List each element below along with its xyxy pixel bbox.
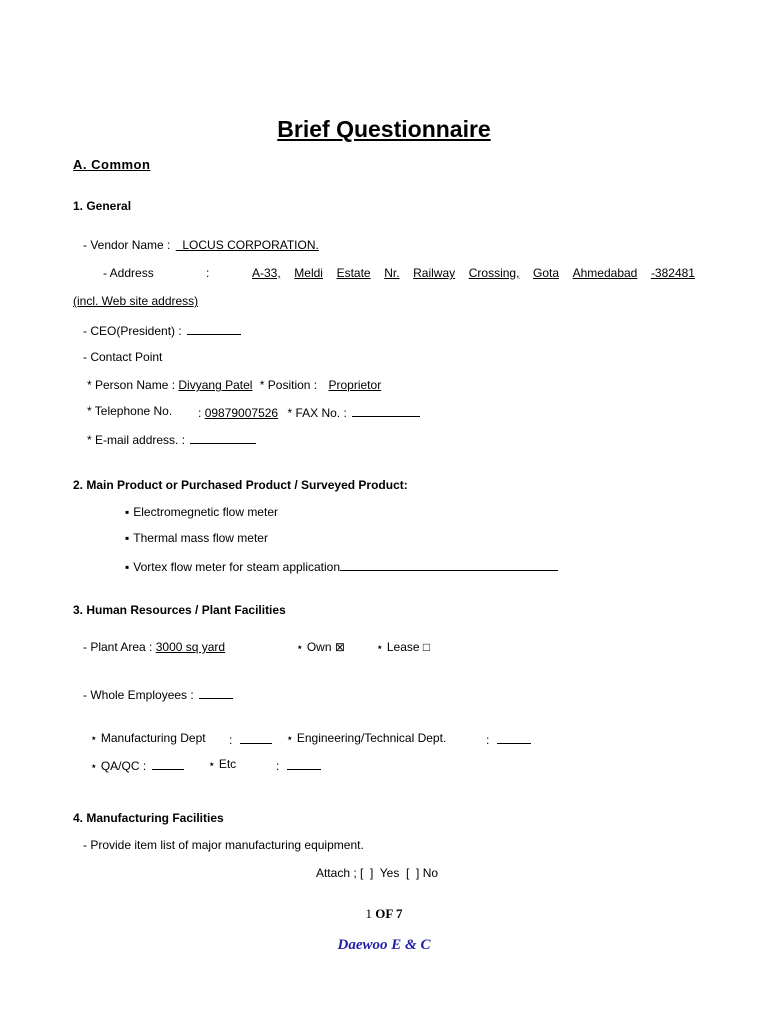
email-row — [87, 431, 256, 447]
page-title: Brief Questionnaire — [277, 116, 491, 142]
engineering-dept-colon: : — [486, 733, 490, 747]
engineering-dept-row — [486, 731, 531, 747]
manufacturing-dept-row — [229, 731, 272, 747]
product-item: ▪ Vortex flow meter for steam application — [125, 560, 340, 574]
lease-checkbox[interactable]: ⋆ Lease □ — [376, 640, 431, 654]
attach-options[interactable]: Attach ; [ ] Yes [ ] No — [315, 866, 439, 880]
contact-point-label: - Contact Point — [83, 350, 163, 364]
qa-qc-field[interactable] — [152, 757, 184, 770]
address-colon: : — [206, 266, 210, 280]
plant-area-row — [83, 640, 225, 654]
manufacturing-dept-colon: : — [229, 733, 233, 747]
address-value[interactable] — [222, 266, 695, 280]
equipment-instruction: - Provide item list of major manufacturing equipment. — [83, 838, 364, 852]
section-4-heading: 4. Manufacturing Facilities — [73, 811, 224, 825]
qa-qc-row — [90, 757, 184, 773]
address-word: A-33, — [252, 266, 281, 280]
person-name-value[interactable]: Divyang Patel — [178, 378, 253, 392]
section-3-heading: 3. Human Resources / Plant Facilities — [73, 603, 286, 617]
manufacturing-dept-label: ⋆ Manufacturing Dept — [90, 731, 206, 745]
address-word: Nr. — [384, 266, 400, 280]
person-name-label: * Person Name : — [87, 378, 176, 392]
address-word: Ahmedabad — [572, 266, 638, 280]
company-name: Daewoo E & C — [337, 937, 431, 953]
vendor-name-row — [83, 238, 536, 252]
plant-area-label: - Plant Area : — [83, 640, 153, 654]
etc-row — [276, 757, 321, 773]
ceo-field[interactable] — [187, 322, 241, 335]
person-row — [87, 378, 427, 392]
fax-field[interactable] — [352, 404, 420, 417]
telephone-colon: : — [198, 406, 202, 420]
section-2-heading: 2. Main Product or Purchased Product / Surveyed Product: — [73, 478, 408, 492]
position-value[interactable]: Proprietor — [328, 378, 382, 392]
section-a-heading: A. Common — [73, 157, 151, 172]
product-item-row — [125, 558, 558, 574]
telephone-row — [198, 404, 420, 420]
qa-qc-label: ⋆ QA/QC : — [90, 759, 147, 773]
employees-label: - Whole Employees : — [83, 688, 194, 702]
vendor-name-label: - Vendor Name : — [83, 238, 171, 252]
address-word: Railway — [413, 266, 456, 280]
engineering-dept-label: ⋆ Engineering/Technical Dept. — [286, 731, 447, 745]
address-word: Estate — [336, 266, 371, 280]
address-word: Meldi — [294, 266, 323, 280]
employees-field[interactable] — [199, 686, 233, 699]
ceo-label: - CEO(President) : — [83, 324, 182, 338]
web-site-label: (incl. Web site address) — [73, 294, 199, 308]
manufacturing-dept-field[interactable] — [240, 731, 272, 744]
position-label: * Position : — [259, 378, 318, 392]
fax-label: * FAX No. : — [287, 406, 347, 420]
etc-field[interactable] — [287, 757, 321, 770]
etc-colon: : — [276, 759, 280, 773]
own-checkbox[interactable]: ⋆ Own ⊠ — [296, 640, 345, 654]
product-item: ▪ Electromegnetic flow meter — [125, 505, 278, 519]
address-word: Gota — [533, 266, 560, 280]
employees-row — [83, 686, 233, 702]
page-number-current: 1 — [365, 906, 372, 921]
page-number — [0, 906, 768, 922]
email-label: * E-mail address. : — [87, 433, 186, 447]
email-field[interactable] — [190, 431, 256, 444]
address-word: Crossing, — [468, 266, 520, 280]
plant-area-value[interactable]: 3000 sq yard — [155, 640, 226, 654]
telephone-label: * Telephone No. — [87, 404, 173, 418]
telephone-value[interactable]: 09879007526 — [204, 406, 279, 420]
etc-label: ⋆ Etc — [208, 757, 237, 771]
engineering-dept-field[interactable] — [497, 731, 531, 744]
page-number-total: OF 7 — [375, 906, 403, 921]
ceo-row — [83, 322, 241, 338]
product-item: ▪ Thermal mass flow meter — [125, 531, 268, 545]
address-word: -382481 — [650, 266, 695, 280]
address-label: - Address — [103, 266, 154, 280]
vendor-name-value[interactable]: LOCUS CORPORATION. — [175, 238, 319, 252]
section-1-heading: 1. General — [73, 199, 132, 213]
product-extra-field[interactable] — [340, 558, 558, 571]
